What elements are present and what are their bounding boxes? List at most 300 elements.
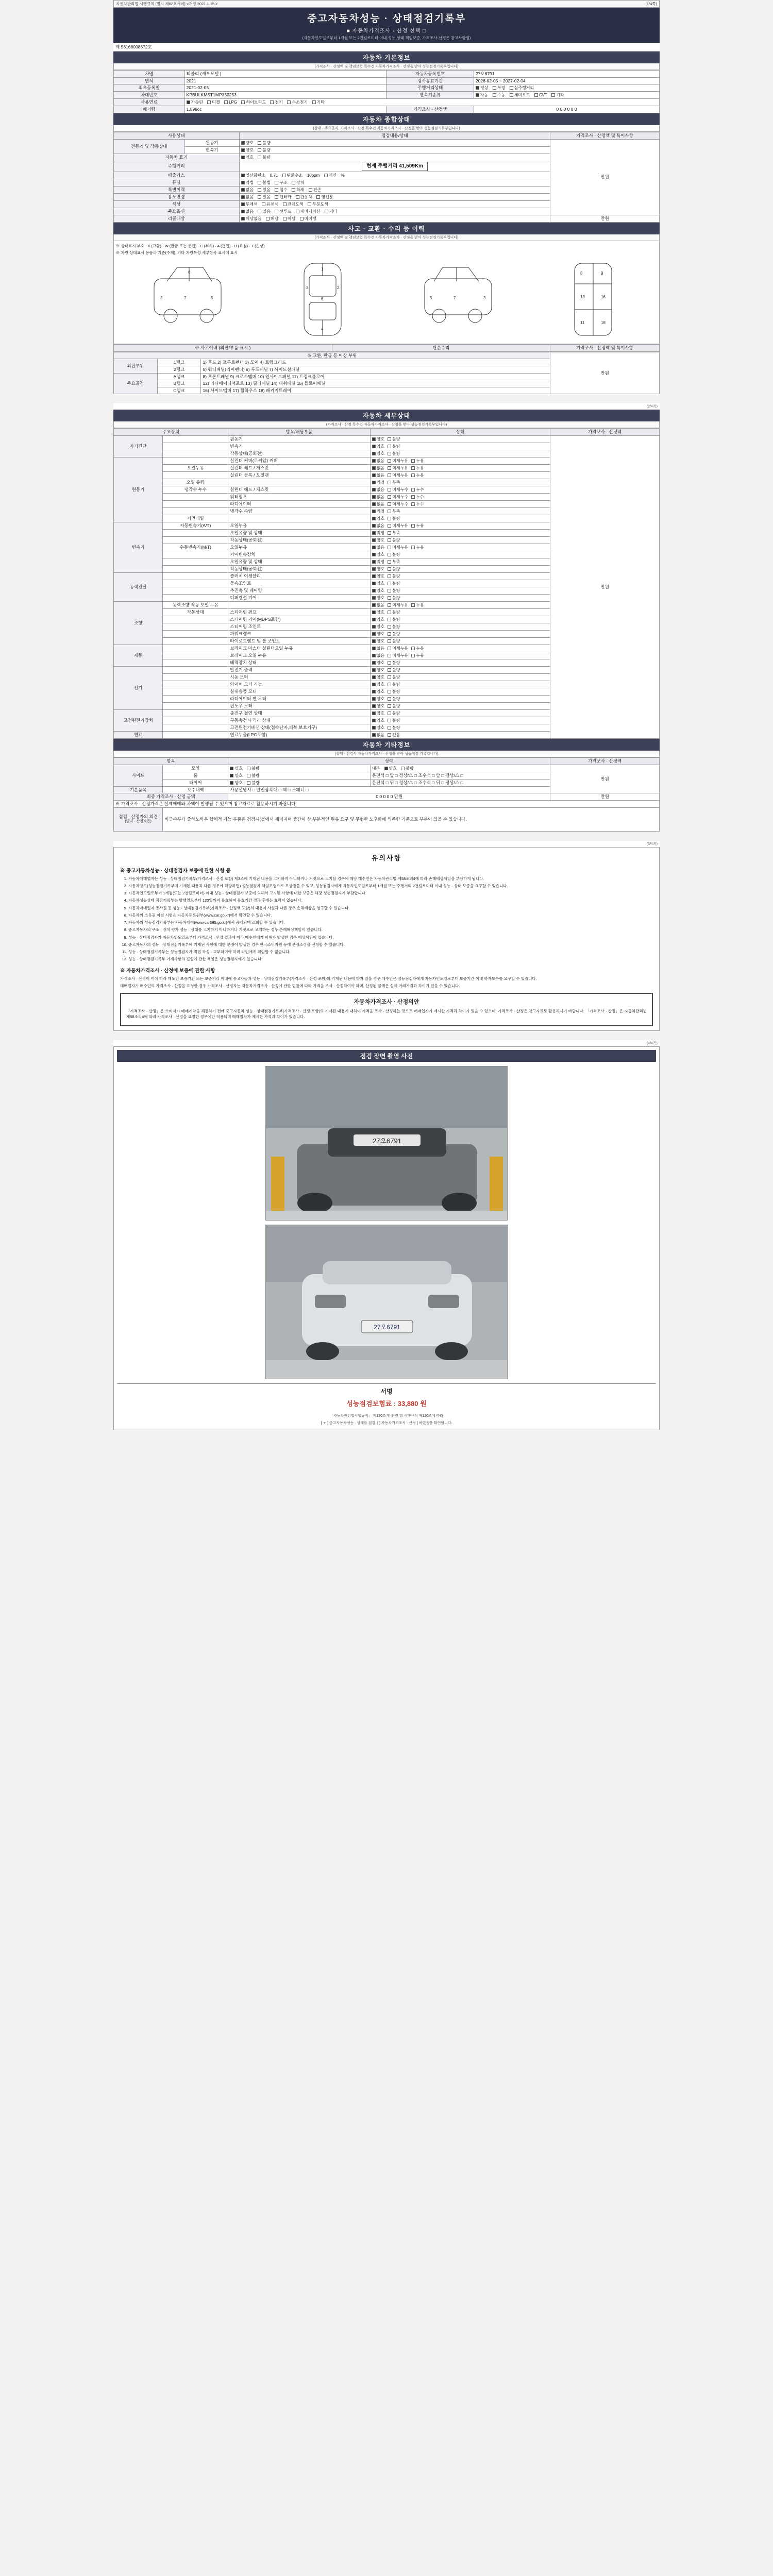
checkbox-icon[interactable]: [411, 488, 415, 492]
checkbox-icon[interactable]: [372, 553, 376, 556]
checkbox-icon[interactable]: [388, 574, 391, 578]
detail-option[interactable]: 누수: [411, 502, 424, 507]
mileage-opt-1[interactable]: 부정: [493, 86, 505, 91]
detail-option[interactable]: 양호: [372, 437, 384, 442]
checkbox-icon[interactable]: [510, 86, 513, 90]
detail-option[interactable]: 불량: [388, 444, 400, 449]
checkbox-icon[interactable]: [372, 661, 376, 665]
checkbox-icon[interactable]: [241, 174, 245, 177]
checkbox-icon[interactable]: [372, 481, 376, 484]
detail-option[interactable]: 누수: [411, 495, 424, 500]
checkbox-icon[interactable]: [283, 202, 287, 206]
checkbox-icon[interactable]: [372, 690, 376, 693]
checkbox-icon[interactable]: [325, 210, 328, 213]
detail-option[interactable]: 부족: [388, 560, 400, 565]
detail-option[interactable]: 불량: [388, 711, 400, 716]
checkbox-icon[interactable]: [266, 217, 270, 221]
checkbox-icon[interactable]: [372, 445, 376, 448]
checkbox-icon[interactable]: [388, 632, 391, 636]
checkbox-icon[interactable]: [372, 473, 376, 477]
detail-option[interactable]: 양호: [372, 725, 384, 731]
checkbox-icon[interactable]: [372, 531, 376, 535]
detail-option[interactable]: 양호: [372, 610, 384, 615]
detail-option[interactable]: 미세누유: [388, 545, 408, 550]
checkbox-icon[interactable]: [388, 510, 391, 513]
checkbox-icon[interactable]: [275, 210, 278, 213]
detail-option[interactable]: 부족: [388, 531, 400, 536]
checkbox-icon[interactable]: [262, 202, 265, 206]
detail-option[interactable]: 없음: [372, 459, 384, 464]
accident-group-table: [113, 352, 660, 395]
mileage-opt-0[interactable]: 정상: [476, 86, 488, 91]
checkbox-icon[interactable]: [401, 767, 405, 770]
checkbox-icon[interactable]: [388, 625, 391, 629]
detail-option[interactable]: 양호: [372, 624, 384, 630]
checkbox-icon[interactable]: [411, 546, 415, 549]
detail-option[interactable]: 누유: [411, 545, 424, 550]
detail-option[interactable]: 부족: [388, 480, 400, 485]
detail-option[interactable]: 적정: [372, 480, 384, 485]
checkbox-icon[interactable]: [241, 156, 245, 159]
transmission-opt-4[interactable]: 기타: [551, 93, 564, 98]
detail-option[interactable]: 불량: [388, 617, 400, 622]
checkbox-icon[interactable]: [411, 502, 415, 506]
checkbox-icon[interactable]: [372, 495, 376, 499]
checkbox-icon[interactable]: [388, 719, 391, 722]
detail-option[interactable]: 있음: [388, 733, 400, 738]
detail-sub-0-0: [163, 436, 228, 443]
checkbox-icon[interactable]: [493, 86, 496, 90]
checkbox-icon[interactable]: [372, 574, 376, 578]
checkbox-icon[interactable]: [388, 473, 391, 477]
detail-option[interactable]: 누유: [411, 473, 424, 478]
detail-option[interactable]: 불량: [388, 704, 400, 709]
checkbox-icon[interactable]: [292, 181, 295, 184]
checkbox-icon[interactable]: [388, 437, 391, 441]
accident-simple-head: 단순수리: [332, 345, 550, 352]
detail-sub-1-5: [163, 494, 228, 501]
checkbox-icon[interactable]: [384, 767, 388, 770]
checkbox-icon[interactable]: [372, 488, 376, 492]
accident-diagram-panel: [113, 241, 660, 344]
detail-option[interactable]: 불량: [388, 689, 400, 694]
detail-option[interactable]: 없음: [372, 646, 384, 651]
checkbox-icon[interactable]: [388, 495, 391, 499]
checkbox-icon[interactable]: [411, 495, 415, 499]
checkbox-icon[interactable]: [241, 141, 245, 145]
checkbox-icon[interactable]: [493, 93, 496, 97]
checkbox-icon[interactable]: [258, 141, 261, 145]
checkbox-icon[interactable]: [388, 459, 391, 463]
checkbox-icon[interactable]: [411, 473, 415, 477]
detail-option[interactable]: 불량: [388, 697, 400, 702]
detail-item-1-4: 실린더 헤드 / 개스킷: [228, 486, 370, 494]
detail-option[interactable]: 누유: [411, 459, 424, 464]
detail-option[interactable]: 불량: [388, 718, 400, 723]
checkbox-icon[interactable]: [411, 466, 415, 470]
checkbox-icon[interactable]: [388, 582, 391, 585]
checkbox-icon[interactable]: [270, 100, 274, 104]
detail-option[interactable]: 미세누유: [388, 646, 408, 651]
checkbox-icon[interactable]: [312, 100, 316, 104]
checkbox-icon[interactable]: [372, 589, 376, 592]
checkbox-icon[interactable]: [388, 611, 391, 614]
svg-text:5: 5: [210, 295, 213, 300]
detail-option[interactable]: 없음: [372, 545, 384, 550]
checkbox-icon[interactable]: [309, 188, 312, 192]
detail-option[interactable]: 불량: [388, 725, 400, 731]
detail-state-4-3: [370, 623, 550, 631]
checkbox-icon[interactable]: [372, 546, 376, 549]
checkbox-icon[interactable]: [241, 195, 245, 199]
checkbox-icon[interactable]: [388, 654, 391, 657]
checkbox-icon[interactable]: [258, 156, 261, 159]
transmission-opt-3[interactable]: CVT: [534, 93, 547, 98]
checkbox-icon[interactable]: [372, 639, 376, 643]
detail-item-6-5: 윈도우 모터: [228, 703, 370, 710]
fuel-opt-2[interactable]: LPG: [224, 100, 237, 105]
footnote-2: [ ㅜ ] 중고자동차성능 · 상태를 점검, [ ] 자동차가격조사 · 산정 ] 하였음을 확인합니다.: [321, 1421, 452, 1425]
detail-option[interactable]: 양호: [372, 516, 384, 521]
checkbox-icon[interactable]: [282, 174, 286, 177]
checkbox-icon[interactable]: [388, 697, 391, 701]
detail-option[interactable]: 누유: [411, 603, 424, 608]
checkbox-icon[interactable]: [372, 632, 376, 636]
detail-option[interactable]: 없음: [372, 502, 384, 507]
detail-option[interactable]: 불량: [388, 552, 400, 557]
checkbox-icon[interactable]: [372, 502, 376, 506]
checkbox-icon[interactable]: [372, 733, 376, 737]
detail-option[interactable]: 미세누수: [388, 487, 408, 493]
checkbox-icon[interactable]: [372, 510, 376, 513]
detail-option[interactable]: 없음: [372, 473, 384, 478]
checkbox-icon[interactable]: [275, 188, 278, 192]
detail-option[interactable]: 양호: [372, 697, 384, 702]
detail-sub-5-0: [163, 645, 228, 652]
checkbox-icon[interactable]: [388, 538, 391, 542]
checkbox-icon[interactable]: [510, 93, 513, 97]
checkbox-icon[interactable]: [241, 181, 245, 184]
checkbox-icon[interactable]: [372, 459, 376, 463]
checkbox-icon[interactable]: [411, 524, 415, 528]
checkbox-icon[interactable]: [388, 711, 391, 715]
detail-option[interactable]: 양호: [372, 588, 384, 594]
detail-option[interactable]: 미세누수: [388, 495, 408, 500]
detail-option[interactable]: 불량: [388, 668, 400, 673]
checkbox-icon[interactable]: [534, 93, 538, 97]
detail-option[interactable]: 불량: [388, 632, 400, 637]
checkbox-icon[interactable]: [388, 531, 391, 535]
detail-option[interactable]: 양호: [372, 538, 384, 543]
section-basic-info-bar: 자동차 기본정보: [113, 52, 660, 63]
checkbox-icon[interactable]: [388, 726, 391, 730]
detail-option[interactable]: 불량: [388, 437, 400, 442]
detail-option[interactable]: 미세누유: [388, 459, 408, 464]
checkbox-icon[interactable]: [372, 517, 376, 520]
detail-option[interactable]: 미세누유: [388, 653, 408, 658]
checkbox-icon[interactable]: [388, 502, 391, 506]
detail-option[interactable]: 양호: [372, 451, 384, 456]
checkbox-icon[interactable]: [372, 647, 376, 650]
detail-option[interactable]: 양호: [372, 581, 384, 586]
checkbox-icon[interactable]: [275, 181, 278, 184]
checkbox-icon[interactable]: [247, 781, 250, 785]
checkbox-icon[interactable]: [388, 553, 391, 556]
page-title: 중고자동차성능 · 상태점검기록부: [307, 13, 466, 24]
checkbox-icon[interactable]: [388, 639, 391, 643]
checkbox-icon[interactable]: [388, 733, 391, 737]
detail-option[interactable]: 누유: [411, 653, 424, 658]
detail-option[interactable]: 불량: [388, 610, 400, 615]
detail-option[interactable]: 미세누유: [388, 523, 408, 529]
checkbox-icon[interactable]: [372, 596, 376, 600]
checkbox-icon[interactable]: [241, 217, 245, 221]
detail-item-7-0: 충전구 절연 상태: [228, 710, 370, 717]
detail-option[interactable]: 적정: [372, 560, 384, 565]
detail-sub-3-3: [163, 595, 228, 602]
checkbox-icon[interactable]: [372, 567, 376, 571]
detail-option[interactable]: 불량: [388, 682, 400, 687]
checkbox-icon[interactable]: [372, 524, 376, 528]
detail-option[interactable]: 미세누수: [388, 502, 408, 507]
checkbox-icon[interactable]: [388, 481, 391, 484]
fuel-opt-0[interactable]: 가솔린: [187, 100, 203, 105]
checkbox-icon[interactable]: [388, 560, 391, 564]
detail-option[interactable]: 불량: [388, 451, 400, 456]
detail-option[interactable]: 누유: [411, 466, 424, 471]
overall-opt-bad[interactable]: 불량: [258, 141, 270, 146]
detail-option[interactable]: 양호: [372, 552, 384, 557]
detail-option[interactable]: 양호: [372, 596, 384, 601]
checkbox-icon[interactable]: [241, 202, 245, 206]
document-subnote: (자동차인도일로부터 1개월 또는 2천킬로미터 이내 성능·상태 책임보증, 가격조사·산정은 참고사항임): [302, 36, 471, 40]
checkbox-icon[interactable]: [372, 719, 376, 722]
detail-option[interactable]: 적정: [372, 531, 384, 536]
checkbox-icon[interactable]: [283, 217, 287, 221]
detail-sub-5-1: [163, 652, 228, 659]
checkbox-icon[interactable]: [372, 582, 376, 585]
detail-option[interactable]: 누유: [411, 646, 424, 651]
checkbox-icon[interactable]: [247, 774, 250, 777]
detail-option[interactable]: 없음: [372, 523, 384, 529]
checkbox-icon[interactable]: [258, 195, 261, 199]
detail-option[interactable]: 양호: [372, 689, 384, 694]
detail-option[interactable]: 양호: [372, 574, 384, 579]
transmission-opt-2[interactable]: 세미오토: [510, 93, 530, 98]
detail-option[interactable]: 미세누유: [388, 603, 408, 608]
detail-option[interactable]: 양호: [372, 704, 384, 709]
detail-option[interactable]: 불량: [388, 624, 400, 630]
checkbox-icon[interactable]: [372, 466, 376, 470]
basic-label2-3: 변속기종류: [386, 92, 474, 99]
checkbox-icon[interactable]: [296, 210, 299, 213]
checkbox-icon[interactable]: [372, 603, 376, 607]
detail-option[interactable]: 양호: [372, 567, 384, 572]
table-row: [114, 139, 660, 146]
checkbox-icon[interactable]: [388, 567, 391, 571]
checkbox-icon[interactable]: [258, 181, 261, 184]
detail-option[interactable]: 불량: [388, 639, 400, 644]
checkbox-icon[interactable]: [287, 100, 291, 104]
section-others-note: (상태 · 점검사 자동차가격조사 · 산정을 받아 성능점검 기록입니다): [113, 751, 660, 757]
detail-option[interactable]: 부족: [388, 509, 400, 514]
detail-option[interactable]: 불량: [388, 567, 400, 572]
checkbox-icon[interactable]: [292, 188, 295, 192]
checkbox-icon[interactable]: [324, 174, 328, 177]
checkbox-icon[interactable]: [388, 589, 391, 592]
checkbox-icon[interactable]: [388, 466, 391, 470]
detail-option[interactable]: 불량: [388, 581, 400, 586]
checkbox-icon[interactable]: [388, 603, 391, 607]
detail-option[interactable]: 미세누유: [388, 473, 408, 478]
checkbox-icon[interactable]: [372, 611, 376, 614]
detail-option[interactable]: 양호: [372, 682, 384, 687]
transmission-opt-0[interactable]: 자동: [476, 93, 488, 98]
detail-sub-4-1: 작동상태: [163, 609, 228, 616]
checkbox-icon[interactable]: [247, 767, 250, 770]
checkbox-icon[interactable]: [258, 210, 261, 213]
checkbox-icon[interactable]: [224, 100, 228, 104]
checkbox-icon[interactable]: [300, 217, 304, 221]
checkbox-icon[interactable]: [388, 704, 391, 708]
detail-option[interactable]: 양호: [372, 675, 384, 680]
detail-option[interactable]: 불량: [388, 660, 400, 666]
checkbox-icon[interactable]: [476, 93, 479, 97]
checkbox-icon[interactable]: [316, 195, 320, 199]
section-detail-note: (가격조사 · 산정 특수건 자동차가격조사 · 산정을 받아 성능점검기록부입니다): [113, 421, 660, 428]
fuel-opt-6[interactable]: 기타: [312, 100, 325, 105]
checkbox-icon[interactable]: [241, 210, 245, 213]
checkbox-icon[interactable]: [308, 202, 311, 206]
detail-option[interactable]: 불량: [388, 675, 400, 680]
detail-state-2-4: [370, 551, 550, 558]
detail-option[interactable]: 불량: [388, 588, 400, 594]
checkbox-icon[interactable]: [258, 148, 261, 152]
fuel-opt-5[interactable]: 수소전기: [287, 100, 308, 105]
checkbox-icon[interactable]: [388, 546, 391, 549]
checkbox-icon[interactable]: [275, 195, 278, 199]
fuel-opt-4[interactable]: 전기: [270, 100, 282, 105]
detail-option[interactable]: 누수: [411, 487, 424, 493]
checkbox-icon[interactable]: [372, 625, 376, 629]
checkbox-icon[interactable]: [258, 188, 261, 192]
checkbox-icon[interactable]: [372, 538, 376, 542]
checkbox-icon[interactable]: [372, 711, 376, 715]
checkbox-icon[interactable]: [388, 683, 391, 686]
fuel-opt-3[interactable]: 하이브리드: [241, 100, 266, 105]
checkbox-icon[interactable]: [372, 437, 376, 441]
detail-item-6-2: 와이퍼 모터 기능: [228, 681, 370, 688]
detail-option[interactable]: 양호: [372, 444, 384, 449]
detail-option[interactable]: 양호: [372, 617, 384, 622]
fuel-opt-1[interactable]: 디젤: [207, 100, 220, 105]
detail-option[interactable]: 없음: [372, 495, 384, 500]
checkbox-icon[interactable]: [372, 675, 376, 679]
checkbox-icon[interactable]: [388, 675, 391, 679]
checkbox-icon[interactable]: [388, 452, 391, 455]
checkbox-icon[interactable]: [411, 459, 415, 463]
car-under-diagram: [562, 258, 624, 341]
overall-opt-good[interactable]: 양호: [241, 141, 254, 146]
checkbox-icon[interactable]: [388, 445, 391, 448]
checkbox-icon[interactable]: [230, 767, 233, 770]
checkbox-icon[interactable]: [551, 93, 555, 97]
checkbox-icon[interactable]: [207, 100, 211, 104]
detail-state-0-2: [370, 450, 550, 457]
others-item-1: 룸: [163, 772, 228, 779]
checkbox-icon[interactable]: [388, 661, 391, 665]
checkbox-icon[interactable]: [187, 100, 190, 104]
checkbox-icon[interactable]: [372, 654, 376, 657]
checkbox-icon[interactable]: [476, 86, 479, 90]
detail-option[interactable]: 적정: [372, 509, 384, 514]
checkbox-icon[interactable]: [372, 560, 376, 564]
checkbox-icon[interactable]: [296, 195, 299, 199]
detail-option[interactable]: 불량: [388, 538, 400, 543]
checkbox-icon[interactable]: [241, 148, 245, 152]
detail-option[interactable]: 양호: [372, 711, 384, 716]
detail-option[interactable]: 불량: [388, 574, 400, 579]
detail-option[interactable]: 미세누유: [388, 466, 408, 471]
detail-option[interactable]: 불량: [388, 516, 400, 521]
checkbox-icon[interactable]: [372, 726, 376, 730]
checkbox-icon[interactable]: [230, 781, 233, 785]
detail-state-6-3: [370, 688, 550, 696]
table-head-row: [114, 345, 660, 352]
checkbox-icon[interactable]: [388, 596, 391, 600]
detail-item-3-0: 클러치 어셈블리: [228, 573, 370, 580]
checkbox-icon[interactable]: [411, 647, 415, 650]
checkbox-icon[interactable]: [388, 488, 391, 492]
detail-option[interactable]: 양호: [372, 660, 384, 666]
mileage-opt-2[interactable]: 실주행거리: [510, 86, 534, 91]
checkbox-icon[interactable]: [388, 517, 391, 520]
detail-option[interactable]: 불량: [388, 596, 400, 601]
checkbox-icon[interactable]: [388, 668, 391, 672]
detail-option[interactable]: 양호: [372, 668, 384, 673]
checkbox-icon[interactable]: [388, 618, 391, 621]
checkbox-icon[interactable]: [372, 452, 376, 455]
detail-option[interactable]: 없음: [372, 733, 384, 738]
checkbox-icon[interactable]: [372, 668, 376, 672]
checkbox-icon[interactable]: [411, 654, 415, 657]
overall-label-5: 특별이력: [114, 187, 240, 194]
detail-option[interactable]: 양호: [372, 718, 384, 723]
detail-option[interactable]: 양호: [372, 632, 384, 637]
detail-option[interactable]: 없음: [372, 487, 384, 493]
detail-option[interactable]: 양호: [372, 639, 384, 644]
detail-option[interactable]: 없음: [372, 603, 384, 608]
checkbox-icon[interactable]: [372, 704, 376, 708]
checkbox-icon[interactable]: [372, 618, 376, 621]
checkbox-icon[interactable]: [388, 647, 391, 650]
checkbox-icon[interactable]: [241, 188, 245, 192]
checkbox-icon[interactable]: [388, 524, 391, 528]
detail-item-0-1: 변속기: [228, 443, 370, 450]
checkbox-icon[interactable]: [411, 603, 415, 607]
document-subtitle: ■ 자동차가격조사 · 산정 선택 □: [346, 28, 427, 34]
checkbox-icon[interactable]: [388, 690, 391, 693]
others-opts-1: 양호 불량: [228, 772, 370, 779]
detail-option[interactable]: 없음: [372, 653, 384, 658]
checkbox-icon[interactable]: [241, 100, 245, 104]
checkbox-icon[interactable]: [372, 697, 376, 701]
checkbox-icon[interactable]: [372, 683, 376, 686]
detail-option[interactable]: 없음: [372, 466, 384, 471]
detail-option[interactable]: 누유: [411, 523, 424, 529]
checkbox-icon[interactable]: [230, 774, 233, 777]
transmission-opt-1[interactable]: 수동: [493, 93, 505, 98]
